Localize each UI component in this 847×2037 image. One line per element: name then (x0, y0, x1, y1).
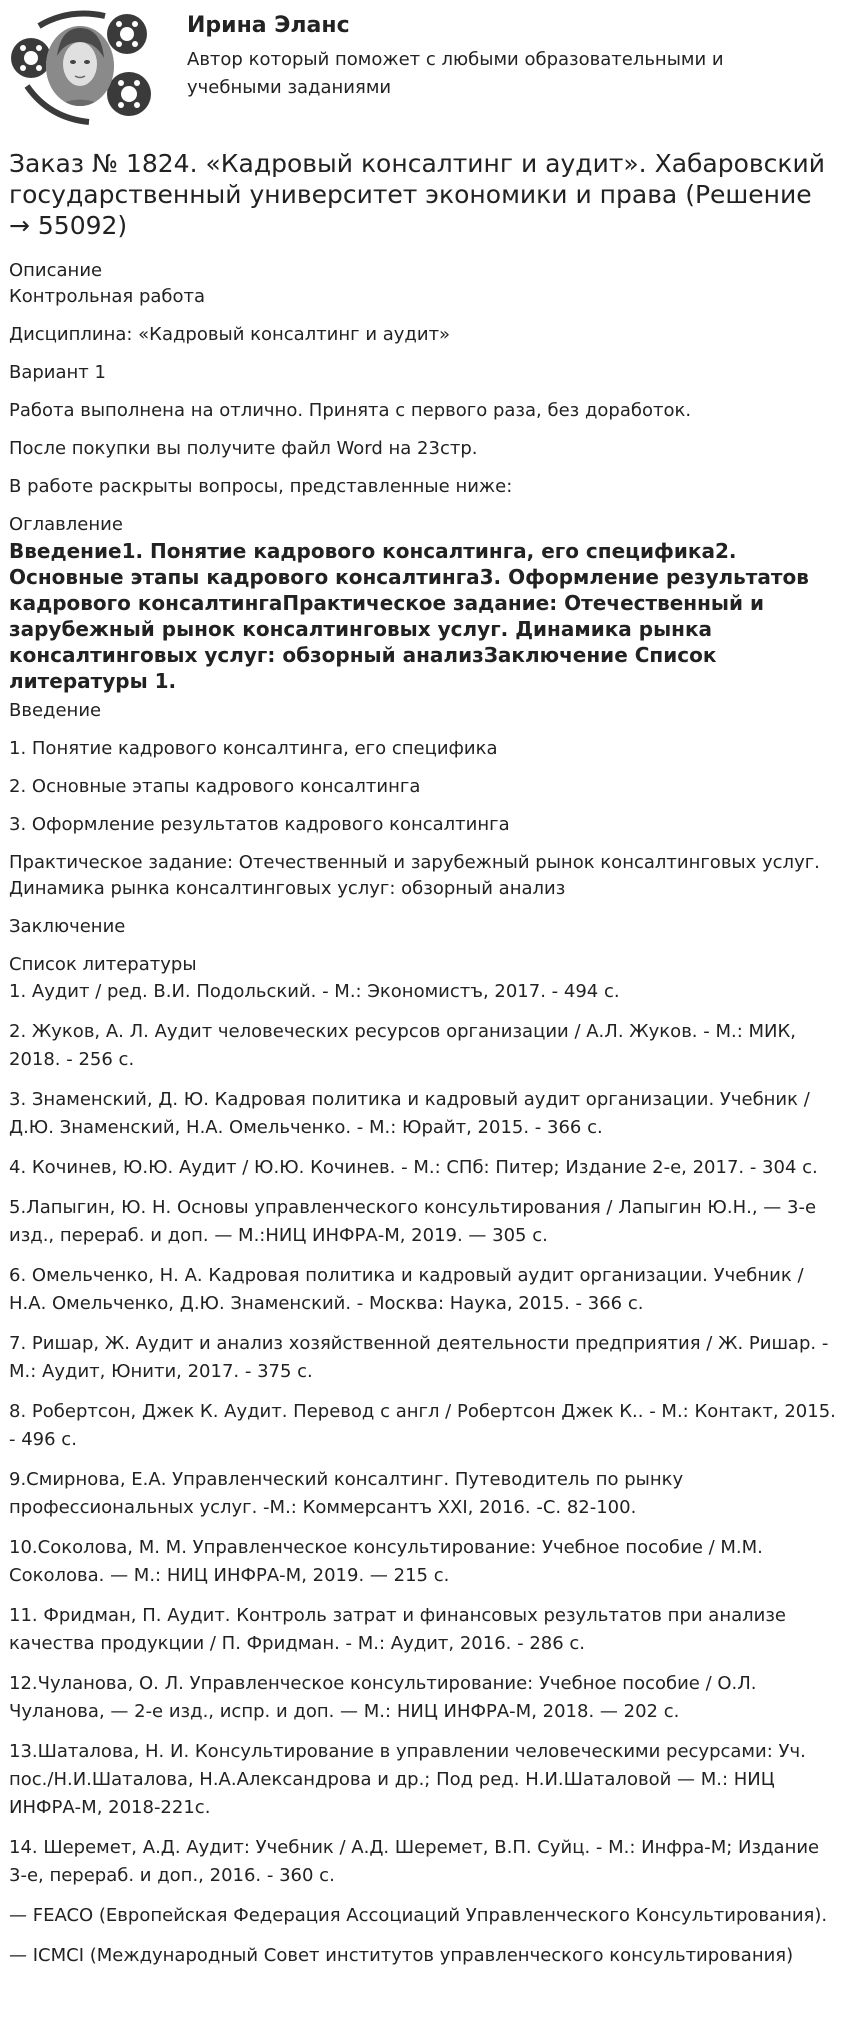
discipline: Дисциплина: «Кадровый консалтинг и аудит» (9, 323, 451, 345)
literature-label: Список литературы (9, 953, 197, 975)
toc-label: Оглавление (9, 513, 123, 535)
literature-item: 10.Соколова, М. М. Управленческое консультирование: Учебное пособие / М.М. Соколова. — М.: НИЦ ИНФРА-М, 2019. — 215 с. (9, 1536, 763, 1586)
author-card (9, 0, 838, 128)
author-name[interactable]: Ирина Эланс (187, 13, 350, 38)
toc-summary: Введение1. Понятие кадрового консалтинга, его специфика2. Основные этапы кадрового консалтинга3. Оформление результатов кадрового консалтингаПрактическое задание: Отечественный и зарубежный рынок консалтинговых услуг. Динамика рынка консалтинговых услуг: обзорный анализЗаключение Список литературы 1. (9, 538, 809, 693)
literature-item: 14. Шеремет, А.Д. Аудит: Учебник / А.Д. Шеремет, В.П. Суйц. - М.: Инфра-М; Издание 3-е, перераб. и доп., 2016. - 360 с. (9, 1836, 820, 1886)
toc-item: Заключение (9, 915, 126, 937)
literature-item: 3. Знаменский, Д. Ю. Кадровая политика и кадровый аудит организации. Учебник / Д.Ю. Знаменский, Н.А. Омельченко. - М.: Юрайт, 2015. - 366 с. (9, 1088, 810, 1138)
quality-note: Работа выполнена на отлично. Принята с первого раза, без доработок. (9, 399, 692, 421)
literature-item: — ICMCI (Международный Совет институтов управленческого консультирования) (9, 1944, 794, 1966)
literature-item: 8. Робертсон, Джек К. Аудит. Перевод с англ / Робертсон Джек К.. - М.: Контакт, 2015. - 496 с. (9, 1400, 836, 1450)
description-label: Описание (9, 259, 103, 281)
literature-item: 11. Фридман, П. Аудит. Контроль затрат и финансовых результатов при анализе качества продукции / П. Фридман. - М.: Аудит, 2016. - 286 с. (9, 1604, 786, 1654)
literature-item: 1. Аудит / ред. В.И. Подольский. - М.: Экономистъ, 2017. - 494 с. (9, 980, 620, 1002)
toc-item: 3. Оформление результатов кадрового консалтинга (9, 813, 510, 835)
literature-item: 9.Смирнова, Е.А. Управленческий консалтинг. Путеводитель по рынку профессиональных услуг. -М.: Коммерсантъ XXI, 2016. -С. 82-100. (9, 1468, 684, 1518)
literature-item: 6. Омельченко, Н. А. Кадровая политика и кадровый аудит организации. Учебник / Н.А. Омельченко, Д.Ю. Знаменский. - Москва: Наука, 2015. - 366 с. (9, 1264, 804, 1314)
order-title: Заказ № 1824. «Кадровый консалтинг и аудит». Хабаровский государственный университет экономики и права (Решение → 55092) (9, 149, 825, 240)
literature-item: 2. Жуков, А. Л. Аудит человеческих ресурсов организации / А.Л. Жуков. - М.: МИК, 2018. - 256 с. (9, 1020, 796, 1070)
literature-item: 13.Шаталова, Н. И. Консультирование в управлении человеческими ресурсами: Уч. пос./Н.И.Шаталова, Н.А.Александрова и др.; Под ред. Н.И.Шаталовой — М.: НИЦ ИНФРА-М, 2018-221с. (9, 1740, 806, 1818)
work-type: Контрольная работа (9, 285, 206, 307)
literature-item: — FEACO (Европейская Федерация Ассоциаций Управленческого Консультирования). (9, 1904, 828, 1926)
toc-item: 1. Понятие кадрового консалтинга, его специфика (9, 737, 498, 759)
literature-item: 12.Чуланова, О. Л. Управленческое консультирование: Учебное пособие / О.Л. Чуланова, — 2-е изд., испр. и доп. — М.: НИЦ ИНФРА-М, 2018. — 202 с. (9, 1672, 757, 1722)
toc-item: Введение (9, 699, 102, 721)
questions-intro: В работе раскрыты вопросы, представленные ниже: (9, 475, 513, 497)
toc-item: Практическое задание: Отечественный и зарубежный рынок консалтинговых услуг. Динамика рынка консалтинговых услуг: обзорный анализ (9, 851, 820, 899)
avatar-image (9, 6, 151, 128)
variant: Вариант 1 (9, 361, 106, 383)
toc-item: 2. Основные этапы кадрового консалтинга (9, 775, 421, 797)
delivery-note: После покупки вы получите файл Word на 23стр. (9, 437, 478, 459)
author-description: Автор который поможет с любыми образовательными и учебными заданиями (187, 49, 724, 98)
author-info (187, 6, 787, 102)
author-avatar[interactable] (9, 6, 151, 128)
literature-item: 7. Ришар, Ж. Аудит и анализ хозяйственной деятельности предприятия / Ж. Ришар. - М.: Аудит, Юнити, 2017. - 375 с. (9, 1332, 829, 1382)
literature-item: 4. Кочинев, Ю.Ю. Аудит / Ю.Ю. Кочинев. - М.: СПб: Питер; Издание 2-е, 2017. - 304 с. (9, 1156, 818, 1178)
literature-item: 5.Лапыгин, Ю. Н. Основы управленческого консультирования / Лапыгин Ю.Н., — 3-е изд., перераб. и доп. — М.:НИЦ ИНФРА-М, 2019. — 305 с. (9, 1196, 817, 1246)
